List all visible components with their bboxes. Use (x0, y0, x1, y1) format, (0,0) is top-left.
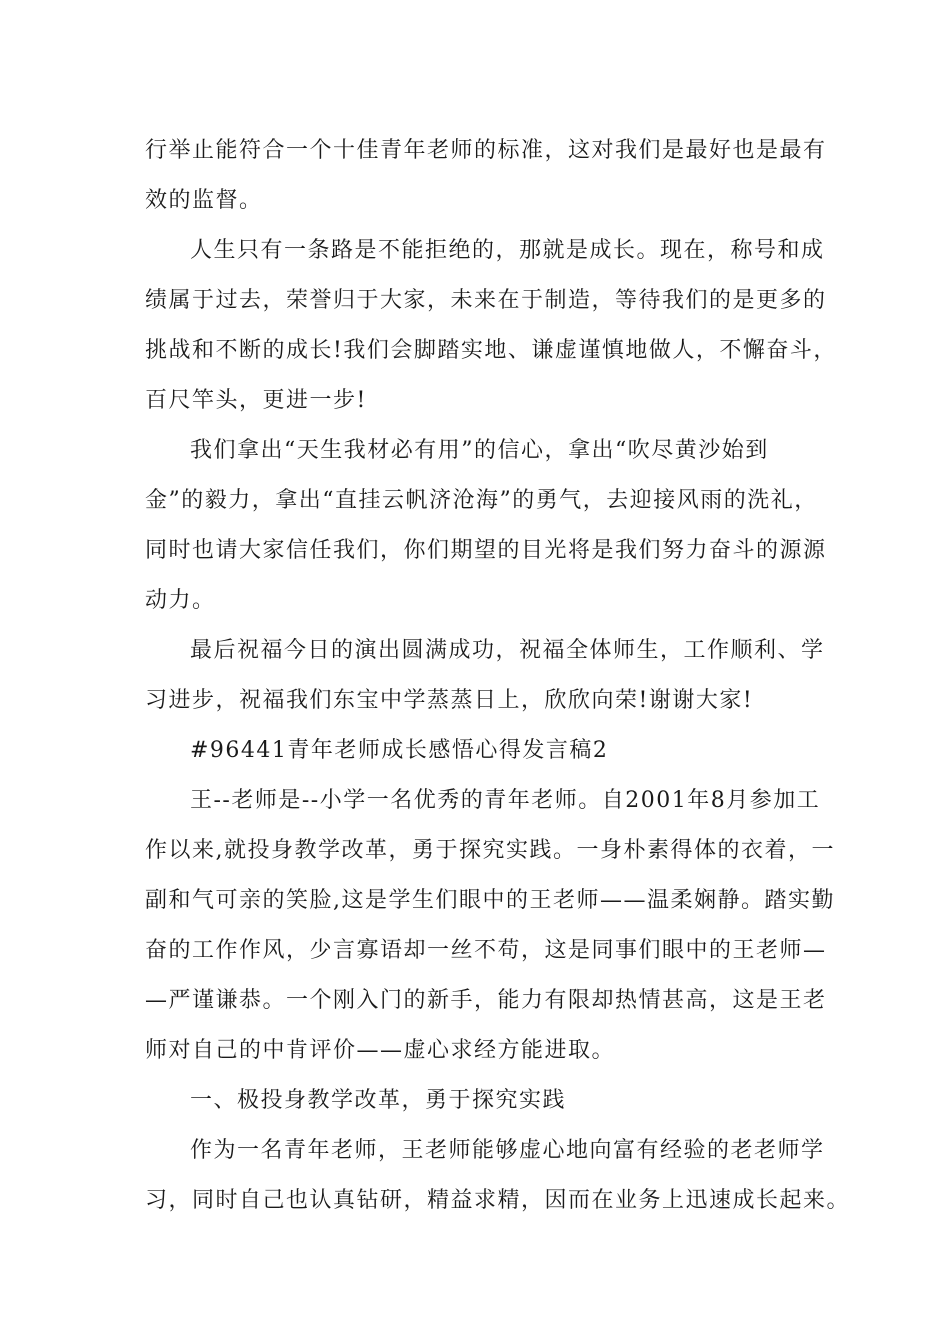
text-line: 习进步，祝福我们东宝中学蒸蒸日上，欣欣向荣!谢谢大家! (145, 688, 754, 713)
paragraph-first-line: 人生只有一条路是不能拒绝的，那就是成长。现在，称号和成 (190, 238, 825, 263)
text-line: 习，同时自己也认真钻研，精益求精，因而在业务上迅速成长起来。 (145, 1188, 851, 1213)
text-line: 副和气可亲的笑脸,这是学生们眼中的王老师——温柔娴静。踏实勤 (145, 888, 835, 913)
section-title: #96441青年老师成长感悟心得发言稿2 (190, 738, 609, 763)
subsection-heading: 一、极投身教学改革，勇于探究实践 (190, 1088, 567, 1113)
text-line: 金”的毅力，拿出“直挂云帆济沧海”的勇气，去迎接风雨的洗礼， (145, 488, 818, 513)
text-line: 百尺竿头，更进一步! (145, 388, 367, 413)
paragraph-first-line: 最后祝福今日的演出圆满成功，祝福全体师生，工作顺利、学 (190, 638, 825, 663)
text-line: 动力。 (145, 588, 216, 613)
text-line: 同时也请大家信任我们，你们期望的目光将是我们努力奋斗的源源 (145, 538, 827, 563)
text-line: 奋的工作作风，少言寡语却一丝不苟，这是同事们眼中的王老师— (145, 938, 827, 963)
text-line: 挑战和不断的成长!我们会脚踏实地、谦虚谨慎地做人，不懈奋斗， (145, 338, 837, 363)
paragraph-first-line: 作为一名青年老师，王老师能够虚心地向富有经验的老老师学 (190, 1138, 825, 1163)
text-line: 师对自己的中肯评价——虚心求经方能进取。 (145, 1038, 616, 1063)
text-line: 作以来,就投身教学改革，勇于探究实践。一身朴素得体的衣着，一 (145, 838, 835, 863)
text-line: 绩属于过去，荣誉归于大家，未来在于制造，等待我们的是更多的 (145, 288, 827, 313)
text-line: 效的监督。 (145, 188, 263, 213)
paragraph-first-line: 我们拿出“天生我材必有用”的信心，拿出“吹尽黄沙始到 (190, 438, 769, 463)
paragraph-first-line: 王--老师是--小学一名优秀的青年老师。自2001年8月参加工 (190, 788, 821, 813)
text-line: —严谨谦恭。一个刚入门的新手，能力有限却热情甚高，这是王老 (145, 988, 827, 1013)
text-line: 行举止能符合一个十佳青年老师的标准，这对我们是最好也是最有 (145, 138, 827, 163)
